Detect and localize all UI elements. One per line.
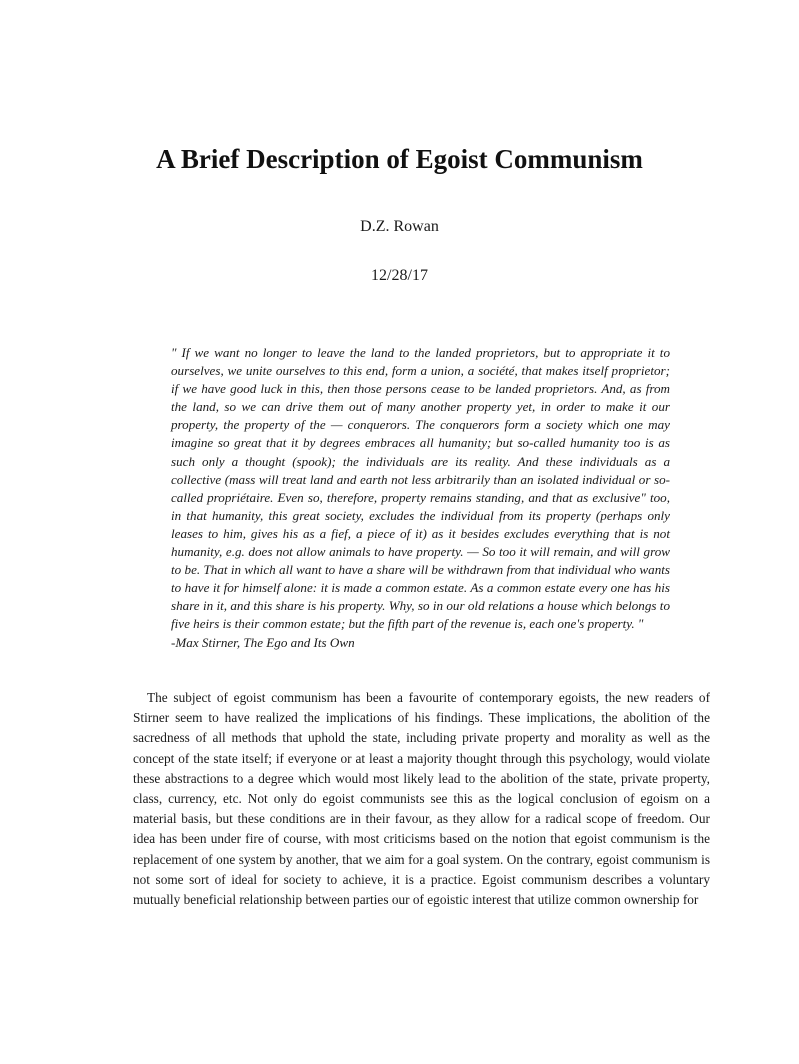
epigraph-quote	[171, 344, 670, 652]
epigraph-attribution: -Max Stirner, The Ego and Its Own	[171, 634, 355, 650]
document-author: D.Z. Rowan	[360, 218, 439, 235]
body-paragraph: The subject of egoist communism has been a favourite of contemporary egoists, the new readers of Stirner seem to have realized the implications of his findings. These implications, the abolition of the sacredness of all methods that uphold the state, including private property and morality as well as the concept of the state itself; if everyone or at least a majority thought through this psychology, would violate these abstractions to a degree which would most likely lead to the abolition of the state, private property, class, currency, etc. Not only do egoist communists see this as the logical conclusion of egoism on a material basis, but these conditions are in their favour, as they allow for a radical scope of freedom. Our idea has been under fire of course, with most criticisms based on the notion that egoist communism is the replacement of one system by another, that we aim for a goal system. On the contrary, egoist communism is not some sort of ideal for society to achieve, it is a practice. Egoist communism describes a voluntary mutually beneficial relationship between parties our of egoistic interest that utilize common ownership for	[133, 690, 710, 908]
document-title: A Brief Description of Egoist Communism	[156, 144, 643, 174]
document-date: 12/28/17	[371, 267, 428, 284]
epigraph-text: " If we want no longer to leave the land to the landed proprietors, but to appropriate it to ourselves, we unite ourselves to this end, form a union, a société, that makes itself proprietor; if we have good luck in this, then those persons cease to be landed proprietors. And, as from the land, so we can drive them out of many another property yet, in order to make it our property, the property of the — conquerors. The conquerors form a society which one may imagine so great that it by degrees embraces all humanity; but so-called humanity too is as such only a thought (spook); the individuals are its reality. And these individuals as a collective (mass will treat land and earth not less arbitrarily than an isolated individual or so-called propriétaire. Even so, therefore, property remains standing, and that as exclusive" too, in that humanity, this great society, excludes the individual from its property (perhaps only leases to him, gives his as a fief, a piece of it) as it besides excludes everything that is not humanity, e.g. does not allow animals to have property. — So too it will remain, and will grow to be. That in which all want to have a share will be withdrawn from that individual who wants to have it for himself alone: it is made a common estate. As a common estate every one has his share in it, and this share is his property. Why, so in our old relations a house which belongs to five heirs is their common estate; but the fifth part of the revenue is, each one's property. "	[171, 345, 670, 632]
